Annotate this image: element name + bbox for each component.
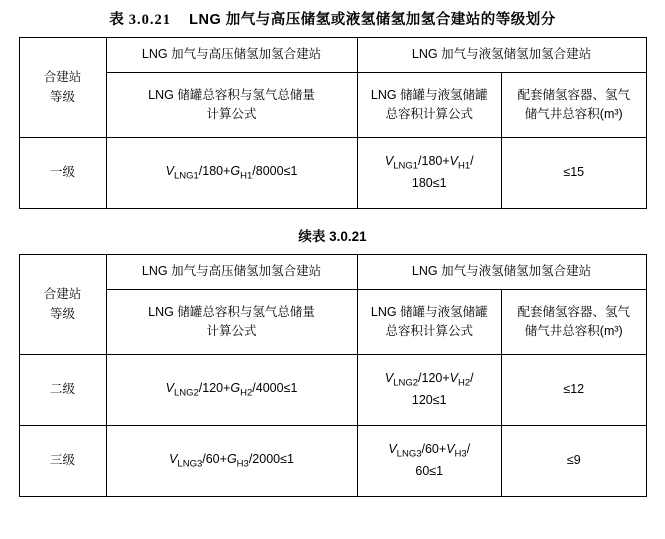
- formula-lng-lh2-line1: [363, 152, 497, 174]
- formula-sub-h: H1: [240, 170, 253, 182]
- table-1-title-text: LNG 加气与高压储氢或液氢储氢加氢合建站的等级划分: [189, 12, 556, 28]
- formula-lng-lh2-line1: [363, 440, 497, 462]
- formula-var-v1: V: [388, 442, 397, 457]
- formula-sub-h1: H2: [458, 377, 471, 389]
- formula-op-1: /120+: [198, 380, 231, 395]
- table-1-title-number: 3.0.21: [128, 12, 171, 28]
- formula-op-a: /180+: [418, 154, 450, 169]
- grade-value: 一级: [19, 138, 106, 209]
- formula-lng-lh2: [357, 426, 502, 497]
- formula-sub-h: H3: [236, 458, 249, 470]
- grade-value: 二级: [19, 355, 106, 426]
- formula-var-v2: V: [449, 154, 458, 169]
- group-header-highpressure: LNG 加气与高压储氢加氢合建站: [106, 38, 357, 73]
- subheader-lng-h2-total-line2: 计算公式: [206, 324, 257, 338]
- subheader-storage-vessel-volume-line2: 储气井总容积(m³): [524, 324, 623, 338]
- subheader-lng-lh2-volume-line1: LNG 储罐与液氢储罐: [370, 87, 488, 102]
- group-header-highpressure: LNG 加气与高压储氢加氢合建站: [106, 255, 357, 290]
- formula-var-v1: V: [384, 371, 394, 386]
- formula-lng-h2: [106, 355, 357, 426]
- formula-lng-lh2-line1: [363, 369, 497, 391]
- grade-column-header-line2: 等级: [49, 89, 75, 104]
- formula-var-v: V: [165, 380, 174, 395]
- formula-var-g: G: [230, 380, 241, 395]
- grade-column-header-line2: 等级: [49, 306, 75, 321]
- grade-table-2: [19, 254, 647, 497]
- formula-lng-lh2-line2: 180≤1: [411, 176, 447, 191]
- grade-column-header-line1: 合建站: [43, 70, 82, 85]
- formula-op-2: /4000≤1: [252, 380, 298, 395]
- formula-op-1: /180+: [198, 163, 231, 178]
- grade-value: 三级: [19, 426, 106, 497]
- subheader-lng-h2-total: [106, 73, 357, 138]
- grade-column-header: [19, 38, 106, 138]
- table-2-title: [18, 209, 647, 254]
- subheader-lng-lh2-volume: [357, 73, 502, 138]
- subheader-lng-h2-total-line1: LNG 储罐总容积与氢气总储量: [148, 304, 315, 319]
- grade-column-header: [19, 255, 106, 355]
- capacity-value: ≤15: [502, 138, 647, 209]
- table-row: [19, 73, 646, 138]
- formula-sub-lng: LNG1: [173, 170, 199, 182]
- group-header-liquidhydrogen: LNG 加气与液氢储氢加氢合建站: [357, 255, 646, 290]
- formula-sub-lng1: LNG3: [396, 448, 422, 460]
- formula-var-v1: V: [384, 154, 394, 169]
- formula-var-v: V: [169, 451, 178, 466]
- table-1-title: [18, 0, 647, 37]
- table-1-title-prefix: 表: [109, 12, 125, 28]
- group-header-liquidhydrogen: LNG 加气与液氢储氢加氢合建站: [357, 38, 646, 73]
- capacity-value: ≤9: [502, 426, 647, 497]
- formula-var-v2: V: [446, 442, 455, 457]
- formula-op-a: /60+: [421, 442, 447, 457]
- formula-sub-lng: LNG3: [177, 458, 203, 470]
- subheader-lng-h2-total-line2: 计算公式: [206, 107, 257, 121]
- formula-lng-h2: [106, 138, 357, 209]
- subheader-lng-lh2-volume: [357, 290, 502, 355]
- formula-op-b: /: [466, 442, 471, 457]
- table-row: [19, 38, 646, 73]
- table-row: [19, 355, 646, 426]
- formula-var-v: V: [165, 163, 174, 178]
- grade-column-header-line1: 合建站: [43, 287, 82, 302]
- table-2-title-prefix: 续表: [298, 229, 326, 244]
- formula-op-a: /120+: [418, 371, 450, 386]
- formula-sub-h1: H1: [458, 160, 471, 172]
- table-row: [19, 138, 646, 209]
- subheader-lng-lh2-volume-line1: LNG 储罐与液氢储罐: [370, 304, 488, 319]
- formula-var-g: G: [226, 451, 237, 466]
- formula-sub-lng1: LNG2: [393, 377, 419, 389]
- formula-op-2: /8000≤1: [252, 163, 298, 178]
- subheader-storage-vessel-volume-line1: 配套储氢容器、氢气: [517, 304, 630, 319]
- formula-sub-h: H2: [240, 387, 253, 399]
- subheader-lng-lh2-volume-line2: 总容积计算公式: [385, 107, 473, 121]
- formula-lng-lh2-line2: 60≤1: [415, 464, 444, 479]
- formula-lng-lh2: [357, 355, 502, 426]
- formula-op-b: /: [470, 154, 474, 169]
- subheader-storage-vessel-volume-line1: 配套储氢容器、氢气: [517, 87, 630, 102]
- formula-lng-lh2: [357, 138, 502, 209]
- formula-lng-h2: [106, 426, 357, 497]
- formula-op-2: /2000≤1: [248, 451, 294, 466]
- table-row: [19, 255, 646, 290]
- formula-var-v2: V: [449, 371, 458, 386]
- formula-sub-lng1: LNG1: [393, 160, 419, 172]
- table-row: [19, 290, 646, 355]
- table-row: [19, 426, 646, 497]
- subheader-lng-lh2-volume-line2: 总容积计算公式: [385, 324, 473, 338]
- capacity-value: ≤12: [502, 355, 647, 426]
- formula-lng-lh2-line2: 120≤1: [411, 393, 447, 408]
- grade-table-1: [19, 37, 647, 209]
- table-2-title-number: 3.0.21: [329, 229, 367, 244]
- subheader-lng-h2-total: [106, 290, 357, 355]
- formula-var-g: G: [230, 163, 241, 178]
- formula-sub-h1: H3: [454, 448, 467, 460]
- subheader-storage-vessel-volume: [502, 73, 647, 138]
- formula-sub-lng: LNG2: [173, 387, 199, 399]
- formula-op-b: /: [470, 371, 474, 386]
- subheader-storage-vessel-volume: [502, 290, 647, 355]
- formula-op-1: /60+: [202, 451, 227, 466]
- subheader-storage-vessel-volume-line2: 储气井总容积(m³): [524, 107, 623, 121]
- subheader-lng-h2-total-line1: LNG 储罐总容积与氢气总储量: [148, 87, 315, 102]
